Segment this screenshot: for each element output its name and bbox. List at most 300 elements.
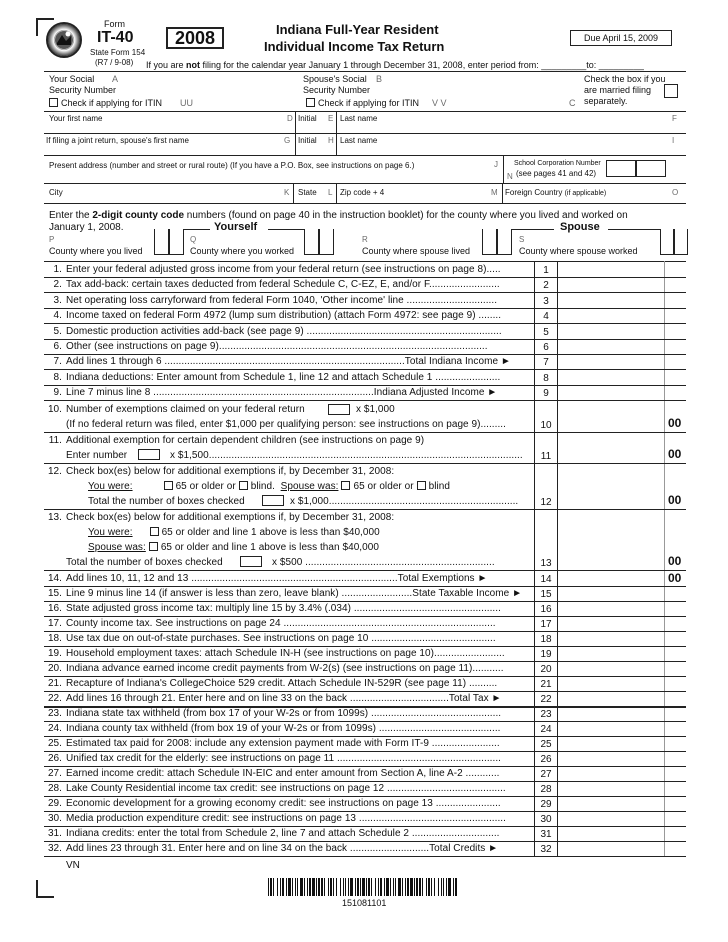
- initial-label: Initial: [298, 114, 317, 123]
- barcode-bar: [378, 878, 379, 896]
- line-13-opt2: 65 or older and line 1 above is less than $40,000: [160, 542, 379, 553]
- barcode-bar: [295, 878, 296, 896]
- line-8-text: Indiana deductions: Enter amount from Schedule 1, line 12 and attach Schedule 1 .......................: [66, 371, 501, 383]
- barcode-bar: [355, 878, 356, 896]
- school-corp-input-2[interactable]: [636, 160, 666, 177]
- line-13-you-row[interactable]: [88, 527, 380, 538]
- line-12-you-were: You were:: [88, 481, 133, 492]
- line-32-amount-field[interactable]: [558, 841, 664, 856]
- line-13-spouse-row[interactable]: [88, 542, 379, 553]
- period-line[interactable]: [146, 60, 644, 70]
- line-21-text: Recapture of Indiana's CollegeChoice 529 credit. Attach Schedule IN-529R (see page 11) ..........: [66, 678, 498, 690]
- line-15-amount-field[interactable]: [558, 586, 664, 601]
- line-27-amount-field[interactable]: [558, 766, 664, 781]
- line-12-options[interactable]: [88, 481, 450, 492]
- line-24-amount-field[interactable]: [558, 721, 664, 736]
- line-8-no: 8.: [53, 371, 62, 383]
- barcode-bar: [270, 878, 272, 896]
- line-10-exemptions-input[interactable]: [328, 404, 350, 415]
- line-29-text: Economic development for a growing economy credit: see instructions on page 13 .......................: [66, 798, 501, 810]
- line-13-number: 13: [540, 558, 552, 569]
- county-intro-b: numbers (found on page 40 in the instruction booklet) for the county where you lived and worked on: [184, 210, 628, 221]
- barcode-bar: [407, 878, 409, 896]
- itin-checkbox-spouse[interactable]: [303, 98, 419, 108]
- code-g: G: [284, 136, 291, 145]
- barcode-bar: [380, 878, 382, 896]
- spouse-first-name-label: If filing a joint return, spouse's first name: [46, 136, 189, 145]
- rule-state-left: [293, 183, 294, 203]
- last-name2-label: Last name: [340, 136, 378, 145]
- county-intro-date: January 1, 2008.: [49, 222, 124, 233]
- line-30-amount-field[interactable]: [558, 811, 664, 826]
- line-12-65-spouse-checkbox[interactable]: [341, 481, 350, 490]
- line-15-text: Line 9 minus line 14 (if answer is less than zero, leave blank) .........................State Taxable Income ►: [66, 588, 523, 600]
- line-15-number: 15: [540, 589, 552, 601]
- line-3-no: 3.: [53, 294, 62, 306]
- line-11-text: Additional exemption for certain dependent children (see instructions on page 9): [66, 435, 425, 446]
- code-vv: V V: [432, 98, 447, 108]
- barcode-bar: [386, 878, 389, 896]
- rule-zip-left: [336, 183, 337, 203]
- barcode-bar: [362, 878, 365, 896]
- period-prefix: If you are: [146, 60, 187, 70]
- line-9-number: 9: [543, 388, 549, 400]
- line-1-text: Enter your federal adjusted gross income from your federal return (see instructions on page 8).....: [66, 264, 501, 275]
- state-seal: [46, 22, 82, 58]
- line-7-amount-field[interactable]: [558, 354, 686, 369]
- rule-initial2-left: [295, 133, 296, 155]
- line-8-amount-field[interactable]: [558, 370, 686, 385]
- line-8-number: 8: [543, 372, 549, 384]
- line-21-amount-field[interactable]: [558, 676, 664, 691]
- barcode-bar: [268, 878, 269, 896]
- line-29-no: 29.: [47, 798, 62, 810]
- line-6-amount-field[interactable]: [558, 339, 686, 354]
- rule-id-top: [44, 71, 686, 72]
- line-17-amount-field[interactable]: [558, 616, 664, 631]
- barcode-bar: [333, 878, 334, 896]
- line-3-amount-field[interactable]: [558, 293, 686, 308]
- barcode: [268, 878, 460, 896]
- rule-line-32: [44, 856, 686, 857]
- rule-name-top: [44, 111, 686, 112]
- spouse-worked-label: County where spouse worked: [519, 246, 638, 256]
- period-suffix: filing for the calendar year January 1 through December 31, 2008, enter period from: _________to: _________: [200, 60, 644, 70]
- county-intro-a: Enter the: [49, 210, 93, 221]
- line-12-zeros: 00: [668, 493, 682, 507]
- barcode-bar: [434, 878, 435, 896]
- code-j: J: [494, 160, 498, 169]
- line-27-number: 27: [540, 769, 552, 781]
- barcode-bar: [416, 878, 418, 896]
- corner-mark-bottom-left: [36, 880, 54, 898]
- barcode-bar: [390, 878, 391, 896]
- rule-spouse-name-top: [44, 133, 686, 134]
- line-5-text: Domestic production activities add-back (see page 9) .....................................................................: [66, 325, 502, 337]
- line-11-number: 11: [540, 451, 552, 462]
- line-23-no: 23.: [47, 708, 62, 720]
- barcode-bar: [419, 878, 421, 896]
- line-9-amount-field[interactable]: [558, 385, 686, 400]
- barcode-bar: [321, 878, 323, 896]
- line-23-text: Indiana state tax withheld (from box 17 of your W-2s or from 1099s) ..............................................: [66, 708, 502, 720]
- code-e: E: [328, 114, 334, 123]
- line-7-no: 7.: [53, 356, 62, 368]
- line-28-no: 28.: [47, 783, 62, 795]
- married-label-1: Check the box if you: [584, 74, 666, 84]
- spouse-worked-input-2[interactable]: [674, 229, 688, 255]
- barcode-bar: [453, 878, 454, 896]
- line-12-number: 12: [540, 497, 552, 508]
- line-2-number: 2: [543, 280, 549, 292]
- line-13-spouse-was: Spouse was:: [88, 542, 146, 553]
- line-10-no: 10.: [47, 404, 62, 415]
- line-6-number: 6: [543, 342, 549, 353]
- barcode-bar: [422, 878, 423, 896]
- rule-school-left: [503, 155, 504, 183]
- initial2-label: Initial: [298, 136, 317, 145]
- line-14-amount-field[interactable]: [558, 571, 664, 586]
- line-10-text: Number of exemptions claimed on your federal return: [66, 404, 305, 415]
- spouse-ssn-label: [303, 74, 370, 96]
- code-i: I: [672, 136, 675, 145]
- line-4-amount-field[interactable]: [558, 308, 686, 323]
- code-c: C: [569, 98, 576, 108]
- line-25-amount-field[interactable]: [558, 736, 664, 751]
- line-10-text-b: (If no federal return was filed, enter $1,000 per qualifying person: see instructions on page 9).........: [66, 419, 506, 430]
- code-p: P: [49, 235, 55, 244]
- county-lived-input-2[interactable]: [169, 229, 184, 255]
- itin-box-you[interactable]: [49, 98, 58, 107]
- code-h: H: [328, 136, 334, 145]
- line-20-amount-field[interactable]: [558, 661, 664, 676]
- rule-12: [44, 509, 686, 510]
- period-not: not: [186, 60, 201, 70]
- rule-last2-left: [336, 133, 337, 155]
- line-10-mult: x $1,000: [356, 404, 395, 415]
- line-12-text: Check box(es) below for additional exemptions if, by December 31, 2008:: [66, 466, 395, 477]
- county-lived-label: County where you lived: [49, 246, 143, 256]
- barcode-bar: [455, 878, 457, 896]
- line-27-text: Earned income credit: attach Schedule IN-EIC and enter amount from Section A, line A-2 ............: [66, 768, 500, 780]
- line-12-opt4: blind: [428, 481, 451, 492]
- line-7-text: Add lines 1 through 6 .....................................................................................Total Indiana Income ►: [66, 356, 511, 368]
- code-d: D: [287, 114, 293, 123]
- barcode-bar: [438, 878, 439, 896]
- line-18-text: Use tax due on out-of-state purchases. See instructions on page 10 ............................................: [66, 633, 496, 645]
- barcode-bar: [350, 878, 353, 896]
- line-11-no: 11.: [48, 435, 62, 446]
- vn-code: VN: [66, 860, 80, 871]
- line-13-zeros: 00: [668, 554, 682, 568]
- barcode-graphic: [268, 878, 460, 896]
- county-intro-bold: 2-digit county code: [92, 210, 185, 221]
- barcode-bar: [280, 878, 281, 896]
- married-label-2: are married filing: [584, 85, 652, 95]
- line-3-text: Net operating loss carryforward from federal Form 1040, 'Other income' line ................................: [66, 294, 498, 306]
- line-1-amount-field[interactable]: [558, 262, 686, 277]
- line-12-no: 12.: [47, 466, 62, 477]
- tax-year-box: 2008: [166, 27, 224, 49]
- line-18-no: 18.: [47, 633, 62, 645]
- line-12-opt3: 65 or older or: [353, 481, 414, 492]
- spouse-lived-input-1[interactable]: [482, 229, 497, 255]
- line-17-text: County income tax. See instructions on page 24 ...........................................................................: [66, 618, 496, 630]
- code-s: S: [519, 235, 525, 244]
- line-12-blind-you-checkbox[interactable]: [239, 481, 248, 490]
- rule-city-bottom: [44, 203, 686, 204]
- line-4-text: Income taxed on federal Form 4972 (lump sum distribution) (attach Form 4972: see page 9) ........: [66, 310, 502, 322]
- line-2-text: Tax add-back: certain taxes deducted from federal Schedule C, C-EZ, E, and/or F.........................: [66, 279, 500, 291]
- address-label: Present address (number and street or rural route) (If you have a P.O. Box, see instructions on page 6.): [49, 161, 415, 170]
- line-20-no: 20.: [47, 663, 62, 675]
- yourself-heading: Yourself: [214, 221, 258, 233]
- barcode-bar: [410, 878, 413, 896]
- code-o: O: [672, 188, 679, 197]
- line-18-number: 18: [540, 634, 552, 646]
- line-12-total-input[interactable]: [262, 495, 284, 506]
- barcode-bar: [309, 878, 311, 896]
- foreign-note: (if applicable): [564, 190, 607, 197]
- line-31-amount-field[interactable]: [558, 826, 664, 841]
- spouse-lived-label: County where spouse lived: [362, 246, 471, 256]
- line-12-mult: x $1,000...................................................................: [290, 496, 519, 507]
- line-16-number: 16: [540, 604, 552, 616]
- barcode-bar: [312, 878, 315, 896]
- itin-label-spouse: Check if applying for ITIN: [318, 98, 420, 108]
- line-32-text: Add lines 23 through 31. Enter here and on line 34 on the back ............................Total Credits ►: [66, 843, 499, 855]
- line-5-amount-field[interactable]: [558, 324, 686, 339]
- line-1-number: 1: [543, 265, 549, 276]
- school-corp-input[interactable]: [606, 160, 636, 177]
- line-30-no: 30.: [47, 813, 62, 825]
- line-29-number: 29: [540, 799, 552, 811]
- barcode-bar: [304, 878, 305, 896]
- line-32-no: 32.: [47, 843, 62, 855]
- line-13-mult: x $500 ...................................................................: [272, 557, 495, 568]
- county-worked-input-2[interactable]: [319, 229, 334, 255]
- itin-checkbox-you[interactable]: [49, 98, 162, 108]
- line-25-text: Estimated tax paid for 2008: include any extension payment made with Form IT-9 ........................: [66, 738, 500, 750]
- code-q: Q: [190, 235, 197, 244]
- line-12-total: Total the number of boxes checked: [88, 496, 245, 507]
- school-corp-label: School Corporation Number: [514, 160, 601, 167]
- line-5-no: 5.: [53, 325, 62, 337]
- foreign-label: Foreign Country: [505, 188, 563, 197]
- rule-10: [44, 432, 686, 433]
- due-date-box: Due April 15, 2009: [570, 30, 672, 46]
- barcode-bar: [300, 878, 303, 896]
- line-19-text: Household employment taxes: attach Schedule IN-H (see instructions on page 10).........................: [66, 648, 505, 660]
- county-lived-input-1[interactable]: [154, 229, 169, 255]
- itin-label-you: Check if applying for ITIN: [61, 98, 163, 108]
- barcode-bar: [324, 878, 325, 896]
- barcode-bar: [343, 878, 344, 896]
- barcode-bar: [360, 878, 361, 896]
- line-13-spouse-checkbox[interactable]: [149, 542, 158, 551]
- foreign-country-label: [505, 188, 606, 197]
- line-6-no: 6.: [53, 341, 62, 352]
- barcode-bar: [345, 878, 346, 896]
- code-b: B: [376, 74, 383, 84]
- spouse-ssn-label-1: Spouse's Social: [303, 74, 367, 84]
- code-m: M: [491, 188, 498, 197]
- barcode-bar: [414, 878, 415, 896]
- barcode-bar: [328, 878, 329, 896]
- code-n: N: [507, 172, 513, 181]
- line-28-amount-field[interactable]: [558, 781, 664, 796]
- married-separately-checkbox[interactable]: [664, 84, 678, 98]
- line-26-text: Unified tax credit for the elderly: see instructions on page 11 ..........................................................: [66, 753, 501, 765]
- barcode-bar: [292, 878, 293, 896]
- line-19-no: 19.: [47, 648, 62, 660]
- barcode-bar: [395, 878, 396, 896]
- rule-linenum-left: [534, 261, 535, 857]
- line-16-text: State adjusted gross income tax: multiply line 15 by 3.4% (.034) ....................................................: [66, 603, 501, 615]
- rule-city-top: [44, 183, 686, 184]
- last-name-label: Last name: [340, 114, 378, 123]
- barcode-bar: [366, 878, 367, 896]
- barcode-bar: [446, 878, 447, 896]
- spouse-heading: Spouse: [560, 221, 600, 233]
- line-12-opt1: 65 or older or: [175, 481, 236, 492]
- state-label: State: [298, 188, 317, 197]
- line-23-number: 23: [540, 709, 552, 721]
- barcode-bar: [384, 878, 385, 896]
- line-19-number: 19: [540, 649, 552, 661]
- barcode-bar: [330, 878, 332, 896]
- rule-address-top: [44, 155, 686, 156]
- line-14-zeros: 00: [668, 571, 682, 585]
- county-worked-input-1[interactable]: [304, 229, 319, 255]
- line-12-65-you-checkbox[interactable]: [164, 481, 173, 490]
- line-20-number: 20: [540, 664, 552, 676]
- married-separately-label: [584, 74, 666, 107]
- itin-box-spouse[interactable]: [306, 98, 315, 107]
- line-13-you-were: You were:: [88, 527, 133, 538]
- line-9-no: 9.: [53, 387, 62, 399]
- city-label: City: [49, 188, 63, 197]
- line-31-number: 31: [540, 829, 552, 841]
- barcode-bar: [426, 878, 427, 896]
- line-22-number: 22: [540, 694, 552, 706]
- line-22-no: 22.: [47, 693, 62, 705]
- line-12-blind-spouse-checkbox[interactable]: [417, 481, 426, 490]
- line-14-text: Add lines 10, 11, 12 and 13 .........................................................................Total Exemptions ►: [66, 573, 488, 584]
- line-12-opt2: blind.: [250, 481, 275, 492]
- line-3-number: 3: [543, 295, 549, 307]
- line-17-number: 17: [540, 619, 552, 631]
- line-22-amount-field[interactable]: [558, 691, 664, 706]
- line-24-text: Indiana county tax withheld (from box 19 of your W-2s or from 1099s) ...........................................: [66, 723, 501, 735]
- code-l: L: [328, 188, 333, 197]
- line-10-zeros: 00: [668, 416, 682, 430]
- form-word: Form: [104, 19, 125, 29]
- line-15-no: 15.: [47, 588, 62, 600]
- rule-line-9: [44, 400, 686, 401]
- barcode-bar: [307, 878, 308, 896]
- code-a: A: [112, 74, 119, 84]
- code-uu: UU: [180, 98, 193, 108]
- line-31-text: Indiana credits: enter the total from Schedule 2, line 7 and attach Schedule 2 ...............................: [66, 828, 500, 840]
- line-13-text: Check box(es) below for additional exemptions if, by December 31, 2008:: [66, 512, 395, 523]
- rule-11: [44, 463, 686, 464]
- line-4-no: 4.: [53, 310, 62, 322]
- line-25-no: 25.: [47, 738, 62, 750]
- code-f: F: [672, 114, 677, 123]
- line-13-you-checkbox[interactable]: [150, 527, 159, 536]
- code-r: R: [362, 235, 368, 244]
- line-6-text: Other (see instructions on page 9)...............................................................................................: [66, 341, 488, 352]
- line-29-amount-field[interactable]: [558, 796, 664, 811]
- barcode-bar: [318, 878, 320, 896]
- barcode-bar: [340, 878, 341, 896]
- line-13-total: Total the number of boxes checked: [66, 557, 223, 568]
- spouse-lived-input-2[interactable]: [497, 229, 512, 255]
- line-9-text: Line 7 minus line 8 ..............................................................................Indiana Adjusted Income ►: [66, 387, 498, 399]
- line-11-mult: x $1,500...............................................................................................................: [170, 450, 523, 461]
- married-label-3: separately.: [584, 96, 628, 106]
- line-19-amount-field[interactable]: [558, 646, 664, 661]
- county-worked-label: County where you worked: [190, 246, 295, 256]
- barcode-number: 151081101: [342, 898, 387, 908]
- school-corp-pages: (see pages 41 and 42): [516, 169, 597, 178]
- line-11-zeros: 00: [668, 447, 682, 461]
- your-ssn-label: [49, 74, 119, 96]
- line-2-no: 2.: [53, 279, 62, 291]
- line-16-amount-field[interactable]: [558, 601, 664, 616]
- your-ssn-label-1: Your Social: [49, 74, 95, 84]
- barcode-bar: [368, 878, 370, 896]
- line-28-text: Lake County Residential income tax credit: see instructions on page 12 ..........................................: [66, 783, 506, 795]
- spouse-ssn-label-2: Security Number: [303, 85, 371, 95]
- barcode-bar: [431, 878, 432, 896]
- barcode-bar: [348, 878, 349, 896]
- line-25-number: 25: [540, 739, 552, 751]
- barcode-bar: [428, 878, 430, 896]
- line-2-amount-field[interactable]: [558, 277, 686, 292]
- line-23-amount-field[interactable]: [558, 706, 664, 721]
- barcode-bar: [375, 878, 376, 896]
- form-title-line1: Indiana Full-Year Resident: [276, 22, 439, 37]
- line-24-number: 24: [540, 724, 552, 736]
- barcode-bar: [316, 878, 317, 896]
- first-name-label: Your first name: [49, 114, 103, 123]
- line-1-no: 1.: [53, 264, 62, 275]
- county-intro: [49, 210, 628, 221]
- barcode-bar: [297, 878, 298, 896]
- barcode-bar: [277, 878, 278, 896]
- spouse-worked-input-1[interactable]: [660, 229, 674, 255]
- line-18-amount-field[interactable]: [558, 631, 664, 646]
- line-11-text-b: Enter number: [66, 450, 128, 461]
- barcode-bar: [282, 878, 284, 896]
- barcode-bar: [286, 878, 287, 896]
- barcode-bar: [371, 878, 372, 896]
- line-20-text: Indiana advance earned income credit payments from W-2(s) (see instructions on page 11)...........: [66, 663, 504, 675]
- line-26-amount-field[interactable]: [558, 751, 664, 766]
- line-5-number: 5: [543, 326, 549, 338]
- barcode-bar: [273, 878, 274, 896]
- line-11-number-input[interactable]: [138, 449, 160, 460]
- line-22-text: Add lines 16 through 21. Enter here and on line 33 on the back ...................................Total Tax ►: [66, 693, 502, 705]
- state-form-number: State Form 154: [90, 48, 146, 57]
- line-26-no: 26.: [47, 753, 62, 765]
- line-13-total-input[interactable]: [240, 556, 262, 567]
- barcode-bar: [288, 878, 291, 896]
- line-4-number: 4: [543, 311, 549, 323]
- code-k: K: [284, 188, 290, 197]
